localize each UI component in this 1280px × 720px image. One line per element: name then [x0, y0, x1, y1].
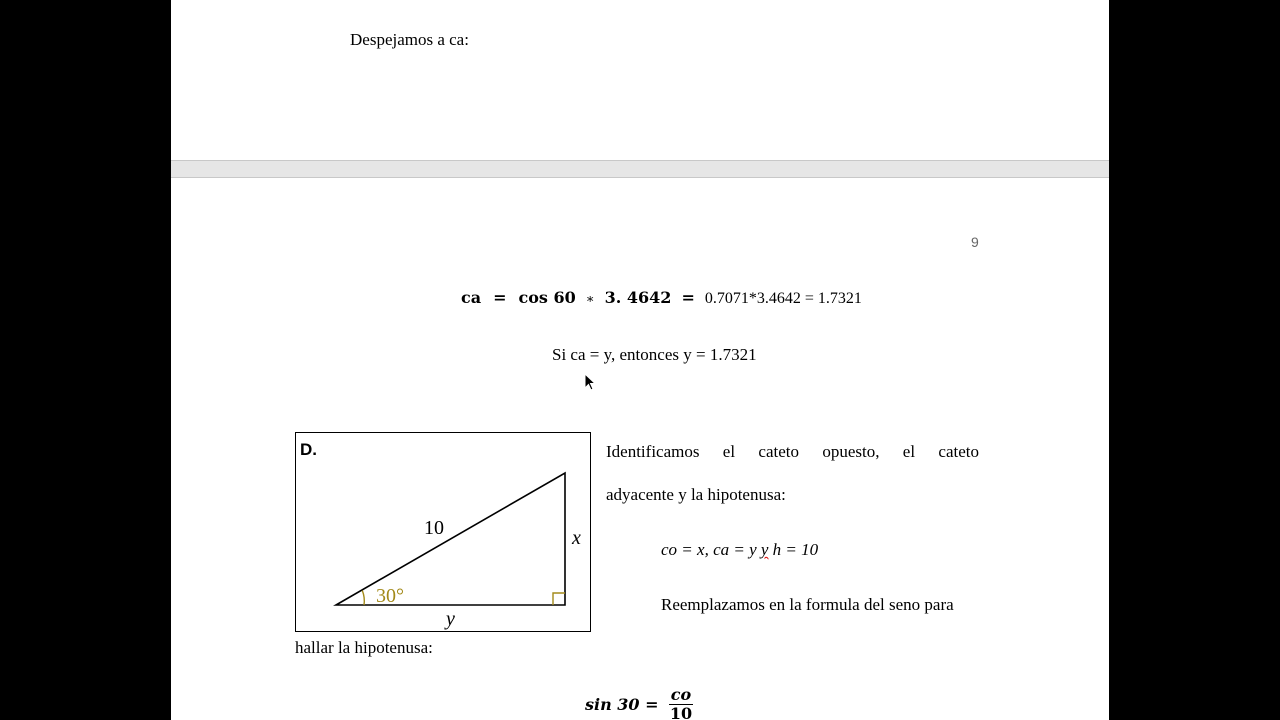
eq1-equals-2: =	[681, 288, 695, 307]
paragraph2-line2: hallar la hipotenusa:	[295, 638, 433, 657]
text-despejamos: Despejamos a ca:	[350, 30, 469, 49]
eq2-denominator: 10	[669, 704, 693, 720]
eq2-fraction	[669, 686, 693, 720]
eq1-lhs: ca	[461, 288, 482, 307]
angle-label: 30°	[376, 585, 404, 607]
paragraph1-line2: adyacente y la hipotenusa:	[606, 485, 786, 504]
right-triangle-diagram	[296, 433, 592, 633]
eq1-result: 0.7071*3.4642 = 1.7321	[704, 290, 862, 307]
figure-label: D.	[300, 440, 317, 459]
paragraph1-line1: Identificamos el cateto opuesto, el cateto	[606, 442, 979, 461]
triangle-outline	[336, 473, 565, 605]
identities-part1: co = x, ca = y	[661, 540, 761, 559]
eq2-numerator: co	[670, 685, 692, 704]
triangle-figure	[295, 432, 591, 632]
right-angle-marker	[553, 593, 565, 605]
page-number: 9	[971, 234, 979, 250]
equation-cos-60	[461, 288, 862, 308]
paragraph2-line1: Reemplazamos en la formula del seno para	[661, 595, 954, 614]
document-page-previous	[171, 0, 1109, 160]
eq1-cos: cos 60	[518, 288, 576, 307]
eq1-value: 3. 4642	[604, 288, 672, 307]
identities-part2: h = 10	[768, 540, 819, 559]
mouse-pointer-icon	[584, 373, 598, 393]
eq1-times: ∗	[585, 291, 595, 306]
adjacent-label: y	[446, 608, 455, 630]
eq1-equals-1: =	[493, 288, 507, 307]
eq2-lhs: sin 30 =	[585, 695, 659, 714]
identities-y-word: y	[760, 540, 769, 559]
opposite-label: x	[572, 527, 581, 549]
page-separator	[171, 160, 1109, 178]
hypotenuse-label: 10	[424, 517, 444, 539]
angle-arc	[362, 591, 364, 606]
equation-sin-30	[585, 686, 693, 720]
identities-line	[661, 540, 818, 560]
statement-ca-equals-y: Si ca = y, entonces y = 1.7321	[552, 345, 757, 364]
document-page-9	[171, 178, 1109, 720]
